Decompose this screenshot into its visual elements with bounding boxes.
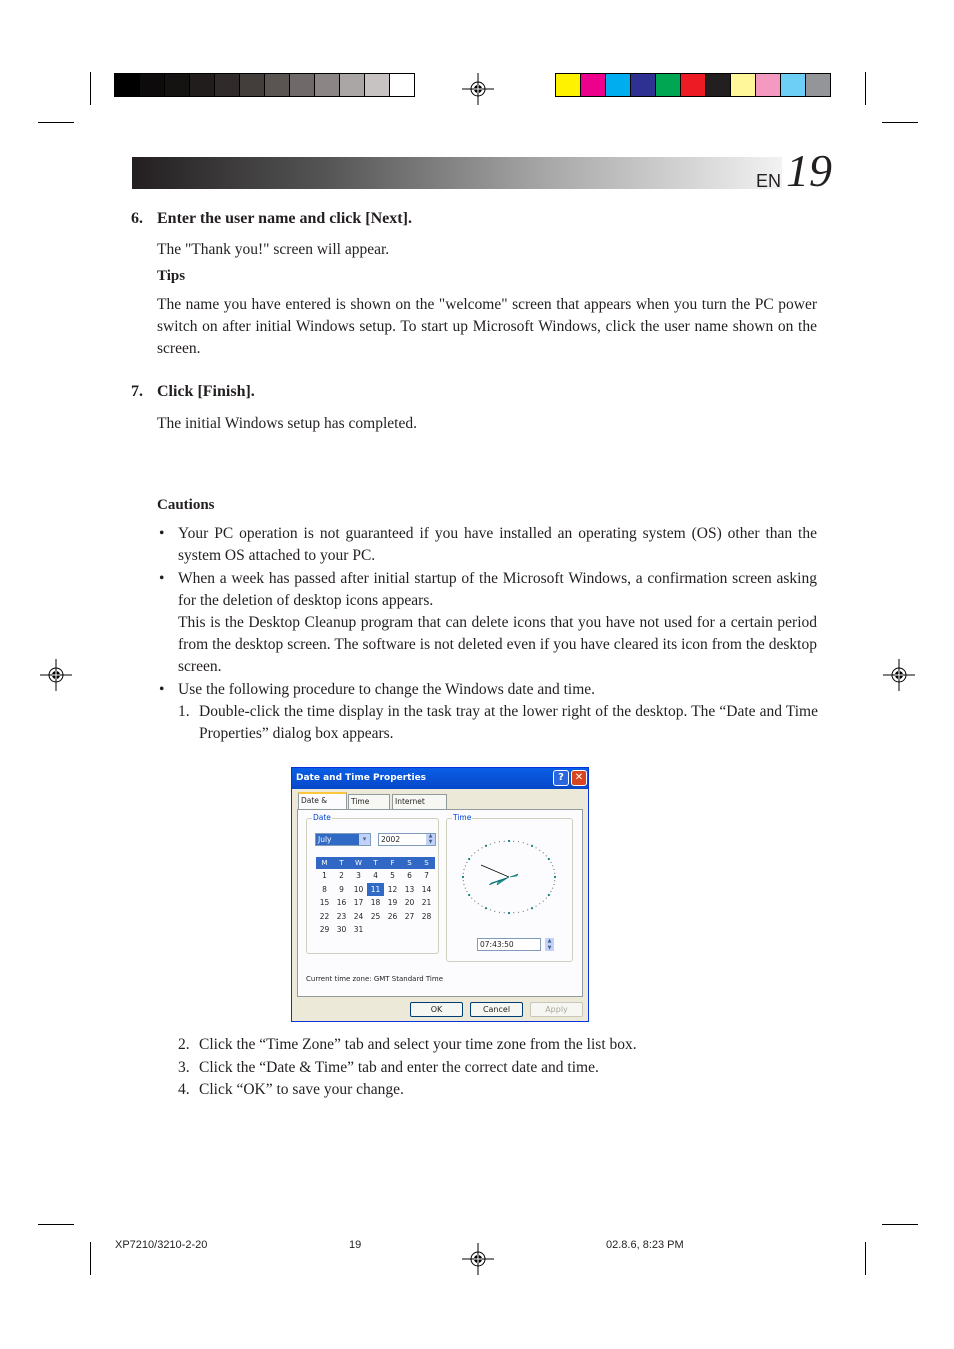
color-swatch: [706, 74, 731, 96]
crop-mark: [865, 1242, 866, 1275]
calendar-day: [401, 923, 418, 937]
dialog-title: Date and Time Properties: [292, 768, 588, 789]
crop-mark: [882, 122, 918, 123]
calendar-day[interactable]: 26: [387, 911, 398, 921]
year-spinner[interactable]: [378, 833, 436, 846]
clock-tick: [513, 912, 514, 913]
calendar-day[interactable]: 30: [336, 925, 347, 934]
clock-tick: [499, 912, 500, 913]
color-swatch: [115, 74, 140, 96]
clock-tick: [531, 845, 533, 847]
footer-page-number: 19: [349, 1239, 362, 1251]
weekday-label: T: [339, 859, 344, 867]
clock-tick: [504, 912, 505, 913]
clock-tick: [551, 862, 552, 863]
calendar-day[interactable]: 4: [373, 871, 378, 880]
tips-heading: Tips: [157, 268, 186, 284]
page-number: 19: [786, 145, 832, 196]
clock-tick: [478, 850, 479, 851]
color-swatch: [781, 74, 806, 96]
calendar-day[interactable]: 31: [353, 925, 364, 934]
procedure-step-4: 4. Click “OK” to save your change.: [178, 1081, 404, 1098]
clock-tick: [468, 894, 470, 896]
step-title: Enter the user name and click [Next].: [157, 210, 412, 227]
clock-tick: [504, 841, 505, 842]
step-number: 7.: [131, 383, 143, 400]
clock-tick: [468, 858, 470, 860]
clock-tick: [474, 901, 475, 902]
month-select[interactable]: [315, 833, 371, 846]
calendar-week-row: [316, 910, 435, 924]
clock-tick: [551, 891, 552, 892]
year-value: 2002: [381, 835, 401, 844]
clock-tick: [518, 912, 519, 913]
procedure-step-2: 2. Click the “Time Zone” tab and select your time zone from the list box.: [178, 1036, 637, 1053]
clock-tick: [546, 898, 547, 899]
calendar-day[interactable]: 8: [322, 884, 327, 894]
footer-file-name: XP7210/3210-2-20: [115, 1239, 208, 1251]
clock-tick: [508, 840, 510, 842]
calendar-day[interactable]: 16: [336, 898, 347, 907]
cancel-button[interactable]: Cancel: [470, 1002, 523, 1017]
clock-tick: [463, 880, 464, 881]
weekday-label: S: [424, 859, 429, 867]
date-group: [306, 813, 439, 954]
crop-mark: [90, 1242, 91, 1275]
calendar-day[interactable]: 12: [387, 884, 398, 894]
clock-tick: [465, 888, 466, 889]
clock-tick: [548, 858, 550, 860]
calendar-day: [384, 923, 401, 937]
clock-tick: [536, 847, 537, 848]
clock-tick: [463, 873, 464, 874]
calendar-day[interactable]: 19: [387, 898, 398, 907]
crop-mark: [38, 122, 74, 123]
registration-mark-icon: [462, 1243, 494, 1275]
clock-tick: [494, 911, 495, 912]
color-swatch: [140, 74, 165, 96]
bullet-icon: •: [159, 570, 165, 587]
color-swatch: [290, 74, 315, 96]
clock-tick: [554, 880, 555, 881]
help-button[interactable]: ?: [553, 770, 569, 786]
calendar-day: [367, 923, 384, 937]
color-swatch: [365, 74, 390, 96]
weekday-label: M: [321, 859, 328, 867]
calendar-days: [316, 869, 435, 937]
calendar-week-row: [316, 923, 435, 937]
color-swatch: [756, 74, 781, 96]
clock-tick: [464, 869, 465, 870]
procedure-step-3: 3. Click the “Date & Time” tab and enter the correct date and time.: [178, 1059, 599, 1076]
clock-tick: [523, 842, 524, 843]
clock-tick: [466, 862, 467, 863]
step-6-heading: [131, 210, 412, 228]
calendar-day[interactable]: 27: [404, 911, 415, 921]
clock-tick: [471, 855, 472, 856]
color-swatch: [731, 74, 756, 96]
calendar-day[interactable]: 13: [404, 884, 415, 894]
clock-tick: [552, 865, 553, 866]
caution-bullet-date-time: • Use the following procedure to change the Windows date and time.: [157, 679, 817, 701]
crop-mark: [882, 1224, 918, 1225]
time-group: [446, 813, 573, 962]
tab-internet-time[interactable]: Internet: [392, 794, 447, 809]
clock-tick: [548, 894, 550, 896]
color-swatch: [215, 74, 240, 96]
calendar-day[interactable]: 14: [421, 884, 432, 894]
color-swatch: [631, 74, 656, 96]
clock-tick: [485, 845, 487, 847]
calendar-day[interactable]: 10: [353, 884, 364, 894]
close-button[interactable]: ✕: [571, 770, 587, 786]
crop-mark: [90, 72, 91, 105]
calendar-day[interactable]: 11: [367, 883, 384, 897]
color-swatch: [656, 74, 681, 96]
calendar-day: [418, 923, 435, 937]
color-swatch: [165, 74, 190, 96]
clock-tick: [499, 841, 500, 842]
crop-mark: [865, 72, 866, 105]
grayscale-color-bar: [114, 73, 415, 97]
footer-timestamp: 02.8.6, 8:23 PM: [606, 1239, 684, 1251]
calendar-day[interactable]: 28: [421, 911, 432, 921]
clock-tick: [478, 903, 479, 904]
calendar-weekday-header: [316, 857, 435, 869]
step-7-heading: [131, 383, 255, 401]
weekday-label: T: [373, 859, 378, 867]
calendar-day[interactable]: 5: [390, 871, 395, 880]
calendar-week-row: [316, 896, 435, 910]
tab-time-zone[interactable]: Time: [348, 794, 390, 809]
clock-tick: [490, 844, 491, 845]
calendar[interactable]: [316, 857, 435, 937]
clock-tick: [543, 901, 544, 902]
clock-tick: [554, 873, 555, 874]
color-swatch: [315, 74, 340, 96]
weekday-label: S: [407, 859, 412, 867]
header-gradient-band: [132, 157, 782, 189]
clock-tick: [527, 844, 528, 845]
step-title: Click [Finish].: [157, 383, 255, 400]
calendar-day[interactable]: 17: [353, 898, 364, 907]
time-group-label: Time: [453, 813, 472, 822]
clock-tick: [462, 876, 464, 878]
clock-tick: [481, 906, 482, 907]
color-swatch: [806, 74, 830, 96]
date-time-properties-dialog: [291, 767, 589, 1022]
step-6-result: The "Thank you!" screen will appear.: [157, 241, 390, 258]
clock-tick: [464, 884, 465, 885]
calendar-day[interactable]: 7: [424, 871, 429, 880]
clock-tick: [554, 876, 556, 878]
tab-date-time[interactable]: Date &: [298, 792, 347, 810]
clock-tick: [523, 911, 524, 912]
calendar-day[interactable]: 23: [336, 911, 347, 921]
clock-tick: [494, 842, 495, 843]
calendar-day[interactable]: 25: [370, 911, 381, 921]
clock-tick: [552, 888, 553, 889]
calendar-day[interactable]: 15: [319, 898, 330, 907]
clock-tick: [531, 907, 533, 909]
time-value: 07:43:50: [480, 940, 514, 949]
date-group-label: Date: [313, 813, 331, 822]
calendar-day[interactable]: 29: [319, 925, 330, 934]
chevron-down-icon: ▾: [359, 834, 370, 845]
color-swatch: [390, 74, 414, 96]
ok-button[interactable]: OK: [410, 1002, 463, 1017]
current-time-zone-text: Current time zone: GMT Standard Time: [306, 975, 444, 983]
clock-tick: [518, 841, 519, 842]
clock-tick: [543, 852, 544, 853]
calendar-day[interactable]: 9: [339, 884, 344, 894]
step-number: 6.: [131, 210, 143, 227]
color-swatch: [240, 74, 265, 96]
apply-button[interactable]: Apply: [530, 1002, 583, 1017]
bullet-icon: •: [159, 525, 165, 542]
color-swatch: [265, 74, 290, 96]
caution-bullet-os: • Your PC operation is not guaranteed if you have installed an operating system (OS) other than the system OS attached to your PC.: [159, 525, 817, 564]
calendar-week-row: [316, 869, 435, 883]
clock-tick: [485, 907, 487, 909]
cautions-heading: Cautions: [157, 497, 215, 513]
calendar-week-row: [316, 883, 435, 897]
weekday-label: W: [355, 859, 362, 867]
clock-tick: [465, 865, 466, 866]
language-label: EN: [756, 171, 782, 191]
clock-tick: [536, 906, 537, 907]
calendar-day[interactable]: 18: [370, 898, 381, 907]
color-swatch: [606, 74, 631, 96]
clock-tick: [490, 909, 491, 910]
calendar-day[interactable]: 22: [319, 911, 330, 921]
procedure-step-1: 1. Double-click the time display in the task tray at the lower right of the desktop. The “Date and Time Properties” dialog box appears.: [178, 703, 818, 742]
step-7-result: The initial Windows setup has completed.: [157, 415, 417, 432]
clock-tick: [553, 869, 554, 870]
calendar-day[interactable]: 3: [356, 871, 361, 880]
bullet-icon: •: [159, 681, 165, 698]
caution-bullet-desktop-cleanup: • When a week has passed after initial startup of the Microsoft Windows, a confirmation screen asking for the deletion of desktop icons appears. This is the Desktop Cleanup program that can delete icons that you have not used for a certain period from the desktop screen. The software is not deleted even if you have cleared its icon from the desktop screen.: [159, 570, 817, 675]
month-value: July: [318, 835, 332, 844]
weekday-label: F: [390, 859, 395, 867]
tab-panel: [297, 809, 583, 997]
registration-mark-icon: [462, 73, 494, 105]
color-swatch: [556, 74, 581, 96]
spin-arrows-icon: ▲ ▼: [426, 834, 435, 845]
color-swatch: [681, 74, 706, 96]
process-color-bar: [555, 73, 831, 97]
calendar-day[interactable]: 1: [322, 871, 327, 880]
tips-text: The name you have entered is shown on the "welcome" screen that appears when you turn the PC power switch on after initial Windows setup. To start up Microsoft Windows, click the user name shown on the screen.: [157, 296, 817, 357]
time-spinner[interactable]: [477, 938, 541, 951]
clock-tick: [539, 903, 540, 904]
spin-arrows-icon[interactable]: ▲ ▼: [545, 938, 554, 951]
calendar-day[interactable]: 6: [407, 871, 412, 880]
registration-mark-icon: [883, 659, 915, 691]
clock-tick: [466, 891, 467, 892]
analog-clock-icon: [461, 839, 557, 915]
clock-tick: [508, 912, 510, 914]
calendar-day[interactable]: 20: [404, 898, 415, 907]
clock-tick: [527, 909, 528, 910]
registration-mark-icon: [40, 659, 72, 691]
color-swatch: [581, 74, 606, 96]
calendar-day[interactable]: 2: [339, 871, 344, 880]
clock-tick: [471, 898, 472, 899]
crop-mark: [38, 1224, 74, 1225]
clock-tick: [513, 841, 514, 842]
clock-tick: [481, 847, 482, 848]
calendar-day[interactable]: 21: [421, 898, 432, 907]
clock-tick: [539, 850, 540, 851]
calendar-day[interactable]: 24: [353, 911, 364, 921]
clock-tick: [546, 855, 547, 856]
clock-tick: [553, 884, 554, 885]
clock-tick: [474, 852, 475, 853]
color-swatch: [340, 74, 365, 96]
color-swatch: [190, 74, 215, 96]
